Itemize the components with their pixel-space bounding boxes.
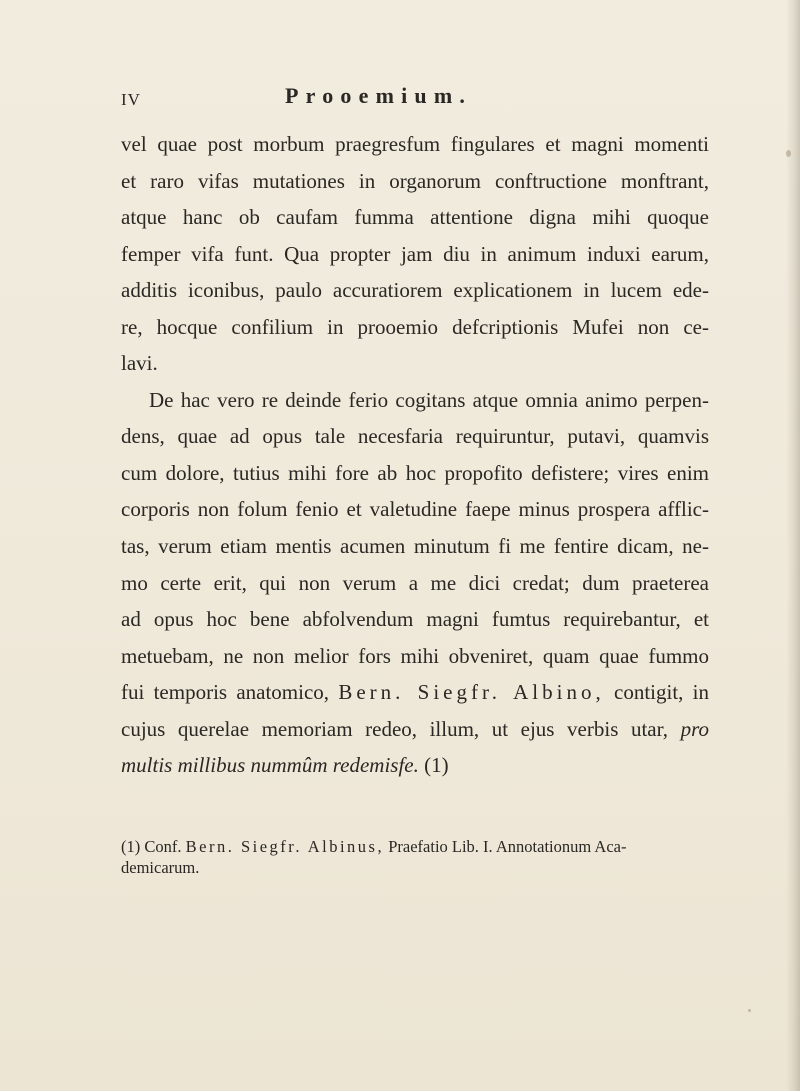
text-line [121, 747, 709, 784]
footnote-ref: (1) [424, 753, 449, 778]
text-line: De hac vero re deinde ferio cogitans atque omnia animo perpen- [149, 387, 709, 412]
text-line: tas, verum etiam mentis acumen minutum fi me fentire dicam, ne- [121, 534, 709, 559]
text-line: dens, quae ad opus tale necesfaria requiruntur, putavi, quamvis [121, 424, 709, 449]
text-line: et raro vifas mutationes in organorum conftructione monftrant, [121, 168, 709, 193]
page-header [0, 80, 800, 120]
italic-fragment: multis millibus nummûm redemisfe. [121, 753, 419, 778]
text-fragment: fui temporis anatomico, [121, 680, 330, 705]
text-line: metuebam, ne non melior fors mihi obveniret, quam quae fummo [121, 643, 709, 668]
text-line [121, 711, 709, 748]
text-line: ad opus hoc bene abfolvendum magni fumtus requirebantur, et [121, 607, 709, 632]
footnote-marker: (1) Conf. [121, 837, 182, 856]
text-line: cum dolore, tutius mihi fore ab hoc propofito defistere; vires enim [121, 460, 709, 485]
paper-stain [748, 1009, 751, 1012]
paper-stain [786, 150, 791, 157]
page-edge-shadow [786, 0, 800, 1091]
text-line: corporis non folum fenio et valetudine faepe minus prospera afflic- [121, 497, 709, 522]
text-line: atque hanc ob caufam fumma attentione digna mihi quoque [121, 205, 709, 230]
person-name: Bern. Siegfr. Albino, [338, 680, 605, 705]
text-line: femper vifa funt. Qua propter jam diu in animum induxi earum, [121, 241, 709, 266]
footnote-line [121, 836, 709, 857]
footnote-text: Praefatio Lib. I. Annotationum Aca- [388, 837, 627, 856]
footnote-line: demicarum. [121, 858, 200, 877]
footnote-person-name: Bern. Siegfr. Albinus, [185, 837, 385, 856]
text-line: lavi. [121, 351, 158, 376]
text-line: vel quae post morbum praegresfum fingulares et magni momenti [121, 132, 709, 156]
text-fragment: cujus querelae memoriam redeo, illum, ut ejus verbis utar, [121, 716, 669, 741]
italic-fragment: pro [680, 716, 709, 741]
text-fragment: contigit, in [614, 680, 709, 705]
text-line: mo certe erit, qui non verum a me dici credat; dum praeterea [121, 570, 709, 595]
text-line: additis iconibus, paulo accuratiorem explicationem in lucem ede- [121, 278, 709, 303]
text-line: re, hocque confilium in prooemio defcriptionis Mufei non ce- [121, 314, 709, 339]
body-text [121, 126, 709, 784]
page-number: IV [121, 90, 141, 109]
footnote [121, 836, 709, 878]
running-title: Prooemium. [285, 83, 473, 108]
text-line [121, 674, 709, 711]
